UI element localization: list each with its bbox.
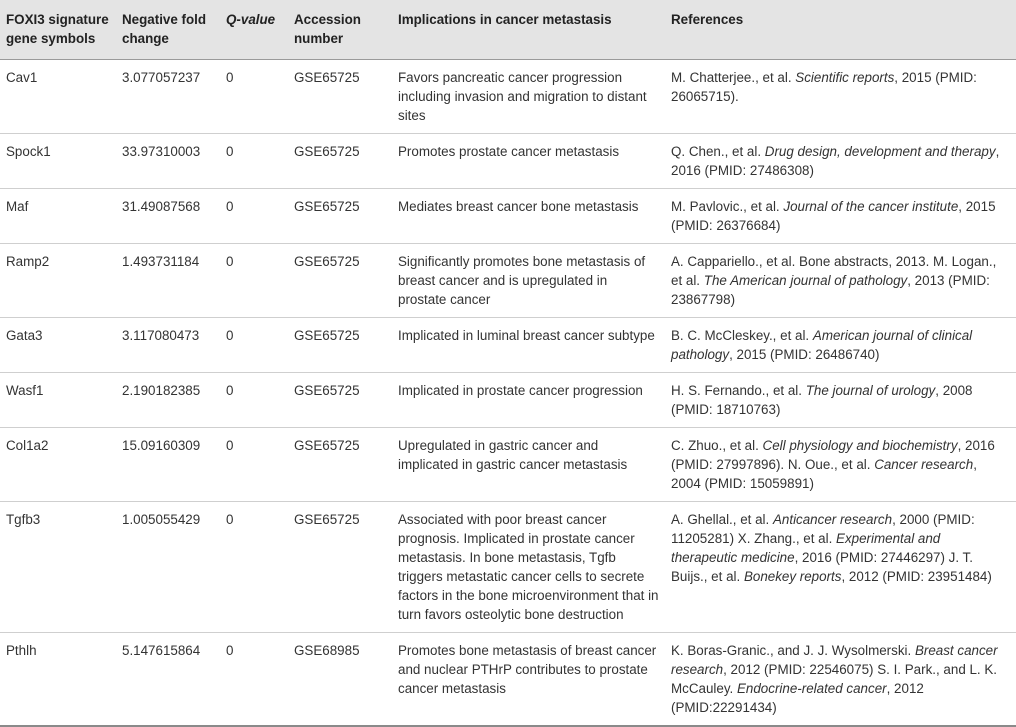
cell-references [665, 633, 1016, 727]
reference-text: M. Pavlovic., et al. [671, 199, 784, 214]
cell-implication: Significantly promotes bone metastasis of breast cancer and is upregulated in prostate cancer [392, 244, 665, 318]
reference-text: , 2015 (PMID: 26376684) [671, 199, 996, 233]
cell-fold-change: 3.077057237 [116, 60, 220, 134]
table-row [0, 189, 1016, 244]
journal-title: The American journal of pathology [703, 273, 908, 288]
cell-gene-symbol: Pthlh [0, 633, 116, 727]
cell-accession-number: GSE65725 [288, 134, 392, 189]
header-gene-symbols: FOXI3 signature gene symbols [0, 0, 116, 60]
journal-title: Journal of the cancer institute [783, 199, 959, 214]
journal-title: Experimental and therapeutic medicine [671, 531, 941, 565]
header-q-value: Q-value [220, 0, 288, 60]
journal-title: Endocrine-related cancer [736, 681, 887, 696]
cell-references [665, 189, 1016, 244]
cell-q-value: 0 [220, 60, 288, 134]
cell-fold-change: 1.005055429 [116, 502, 220, 633]
header-accession-number: Accession number [288, 0, 392, 60]
cell-q-value: 0 [220, 318, 288, 373]
cell-q-value: 0 [220, 189, 288, 244]
reference-text: K. Boras-Granic., and J. J. Wysolmerski. [671, 643, 915, 658]
cell-implication: Favors pancreatic cancer progression including invasion and migration to distant sites [392, 60, 665, 134]
cell-accession-number: GSE65725 [288, 244, 392, 318]
cell-implication: Promotes prostate cancer metastasis [392, 134, 665, 189]
reference-text: A. Ghellal., et al. [671, 512, 773, 527]
cell-fold-change: 2.190182385 [116, 373, 220, 428]
journal-title: Anticancer research [772, 512, 893, 527]
cell-q-value: 0 [220, 502, 288, 633]
cell-accession-number: GSE65725 [288, 373, 392, 428]
header-references: References [665, 0, 1016, 60]
reference-text: , 2016 (PMID: 27446297) J. T. Buijs., et al. [671, 550, 973, 584]
cell-q-value: 0 [220, 373, 288, 428]
reference-text: B. C. McCleskey., et al. [671, 328, 813, 343]
cell-fold-change: 1.493731184 [116, 244, 220, 318]
cell-gene-symbol: Ramp2 [0, 244, 116, 318]
cell-gene-symbol: Wasf1 [0, 373, 116, 428]
cell-accession-number: GSE65725 [288, 60, 392, 134]
cell-fold-change: 15.09160309 [116, 428, 220, 502]
journal-title: Breast cancer research [671, 643, 998, 677]
cell-accession-number: GSE68985 [288, 633, 392, 727]
reference-text: , 2008 (PMID: 18710763) [671, 383, 973, 417]
cell-accession-number: GSE65725 [288, 502, 392, 633]
journal-title: Drug design, development and therapy [764, 144, 996, 159]
reference-text: , 2013 (PMID: 23867798) [671, 273, 990, 307]
cell-q-value: 0 [220, 244, 288, 318]
cell-fold-change: 33.97310003 [116, 134, 220, 189]
cell-references [665, 428, 1016, 502]
reference-text: , 2015 (PMID: 26486740) [729, 347, 880, 362]
reference-text: , 2012 (PMID:22291434) [671, 681, 924, 715]
cell-gene-symbol: Tgfb3 [0, 502, 116, 633]
reference-text: , 2012 (PMID: 23951484) [841, 569, 992, 584]
cell-accession-number: GSE65725 [288, 428, 392, 502]
journal-title: The journal of urology [805, 383, 936, 398]
header-negative-fold-change: Negative fold change [116, 0, 220, 60]
cell-fold-change: 31.49087568 [116, 189, 220, 244]
reference-text: , 2000 (PMID: 11205281) X. Zhang., et al. [671, 512, 975, 546]
cell-references [665, 60, 1016, 134]
reference-text: A. Cappariello., et al. Bone abstracts, 2013. M. Logan., et al. [671, 254, 997, 288]
table-row [0, 633, 1016, 727]
reference-text: H. S. Fernando., et al. [671, 383, 806, 398]
cell-references [665, 502, 1016, 633]
table-row [0, 428, 1016, 502]
cell-fold-change: 5.147615864 [116, 633, 220, 727]
cell-gene-symbol: Gata3 [0, 318, 116, 373]
cell-q-value: 0 [220, 134, 288, 189]
cell-gene-symbol: Maf [0, 189, 116, 244]
cell-gene-symbol: Spock1 [0, 134, 116, 189]
cell-implication: Associated with poor breast cancer prognosis. Implicated in prostate cancer metastasis. In bone metastasis, Tgfb triggers metastatic cancer cells to secrete factors in the bone microenvironment that in turn favors osteolytic bone destruction [392, 502, 665, 633]
cell-references [665, 244, 1016, 318]
reference-text: , 2012 (PMID: 22546075) S. I. Park., and L. K. McCauley. [671, 662, 998, 696]
reference-text: C. Zhuo., et al. [671, 438, 763, 453]
cell-accession-number: GSE65725 [288, 189, 392, 244]
reference-text: , 2015 (PMID: 26065715). [671, 70, 977, 104]
reference-text: M. Chatterjee., et al. [671, 70, 796, 85]
cell-references [665, 134, 1016, 189]
table-header-row [0, 0, 1016, 60]
reference-text: , 2004 (PMID: 15059891) [671, 457, 977, 491]
cell-references [665, 318, 1016, 373]
reference-text: Q. Chen., et al. [671, 144, 765, 159]
cell-accession-number: GSE65725 [288, 318, 392, 373]
cell-references [665, 373, 1016, 428]
cell-implication: Promotes bone metastasis of breast cancer and nuclear PTHrP contributes to prostate cancer metastasis [392, 633, 665, 727]
table-body [0, 60, 1016, 727]
cell-gene-symbol: Cav1 [0, 60, 116, 134]
cell-implication: Upregulated in gastric cancer and implicated in gastric cancer metastasis [392, 428, 665, 502]
reference-text: , 2016 (PMID: 27997896). N. Oue., et al. [671, 438, 995, 472]
cell-implication: Implicated in luminal breast cancer subtype [392, 318, 665, 373]
cell-implication: Implicated in prostate cancer progression [392, 373, 665, 428]
table-row [0, 60, 1016, 134]
journal-title: Scientific reports [795, 70, 895, 85]
journal-title: Bonekey reports [743, 569, 842, 584]
table-row [0, 373, 1016, 428]
cell-fold-change: 3.117080473 [116, 318, 220, 373]
table-row [0, 244, 1016, 318]
cell-implication: Mediates breast cancer bone metastasis [392, 189, 665, 244]
journal-title: Cell physiology and biochemistry [762, 438, 958, 453]
table-row [0, 318, 1016, 373]
cell-q-value: 0 [220, 633, 288, 727]
reference-text: , 2016 (PMID: 27486308) [671, 144, 1000, 178]
cell-gene-symbol: Col1a2 [0, 428, 116, 502]
journal-title: Cancer research [874, 457, 974, 472]
journal-title: American journal of clinical pathology [671, 328, 973, 362]
header-implications: Implications in cancer metastasis [392, 0, 665, 60]
table-row [0, 502, 1016, 633]
table-row [0, 134, 1016, 189]
cell-q-value: 0 [220, 428, 288, 502]
